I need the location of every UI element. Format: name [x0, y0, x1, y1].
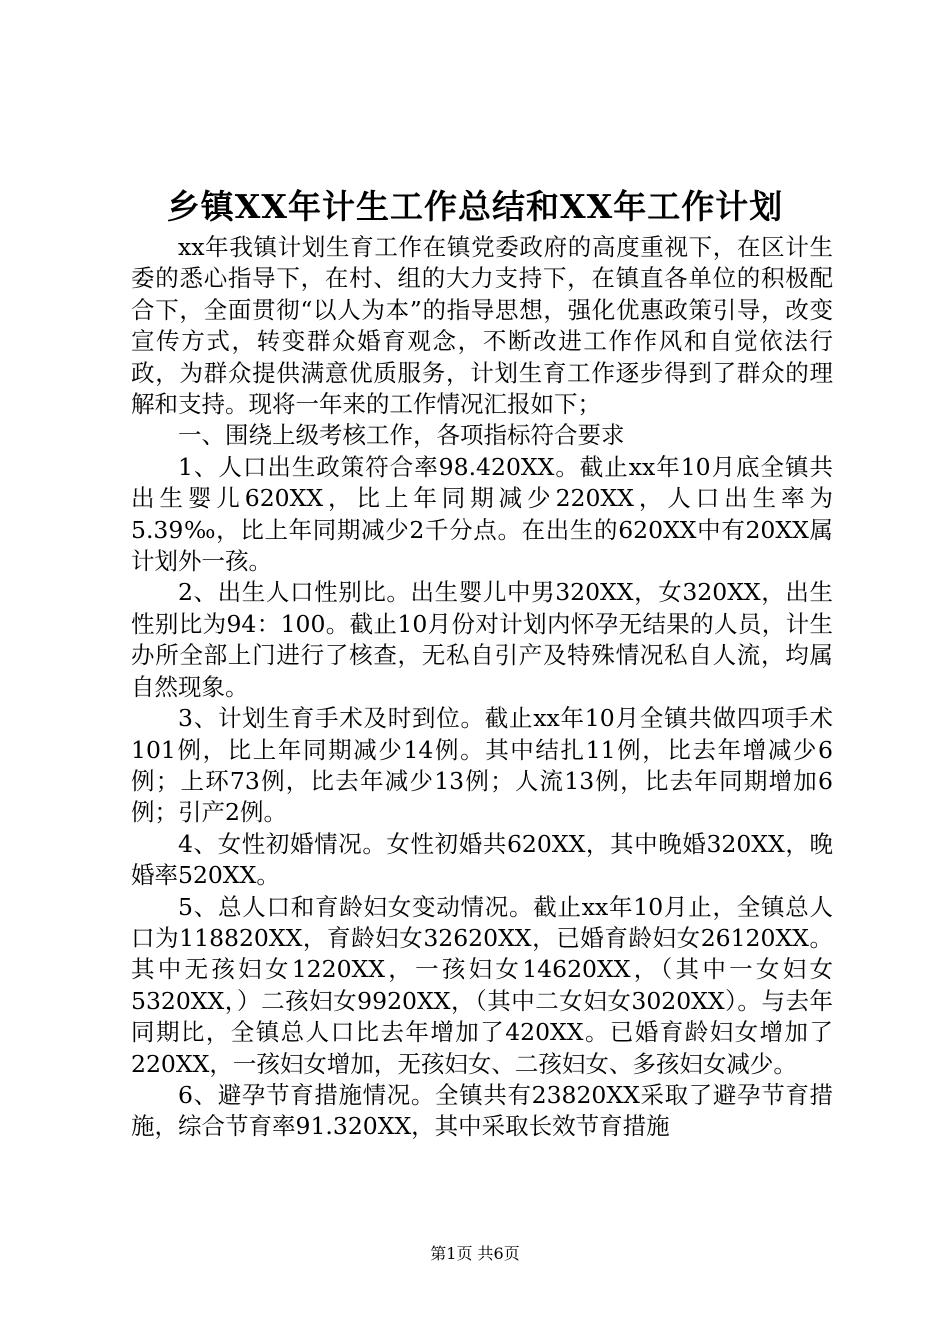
- page-number-footer: 第1页 共6页: [430, 1244, 520, 1263]
- item-paragraph-2: 2、出生人口性别比。出生婴儿中男320XX，女320XX，出生性别比为94：100。截止10月份对计划内怀孕无结果的人员，计生办所全部上门进行了核查，无私自引产及特殊情况私自人流，均属自然现象。: [131, 578, 833, 701]
- item-paragraph-6: 6、避孕节育措施情况。全镇共有23820XX采取了避孕节育措施，综合节育率91.320XX，其中采取长效节育措施: [131, 1080, 833, 1141]
- intro-paragraph: xx年我镇计划生育工作在镇党委政府的高度重视下，在区计生委的悉心指导下，在村、组的大力支持下，在镇直各单位的积极配合下，全面贯彻“以人为本”的指导思想，强化优惠政策引导，改变宣传方式，转变群众婚育观念，不断改进工作作风和自觉依法行政，为群众提供满意优质服务，计划生育工作逐步得到了群众的理解和支持。现将一年来的工作情况汇报如下；: [131, 233, 833, 419]
- item-paragraph-4: 4、女性初婚情况。女性初婚共620XX，其中晚婚320XX，晚婚率520XX。: [131, 829, 833, 890]
- item-paragraph-5: 5、总人口和育龄妇女变动情况。截止xx年10月止，全镇总人口为118820XX，育龄妇女32620XX，已婚育龄妇女26120XX。其中无孩妇女1220XX，一孩妇女14620XX，（其中一女妇女5320XX，）二孩妇女9920XX，（其中二女妇女3020XX）。与去年同期比，全镇总人口比去年增加了420XX。已婚育龄妇女增加了220XX，一孩妇女增加，无孩妇女、二孩妇女、多孩妇女减少。: [131, 892, 833, 1078]
- section-heading: 一、围绕上级考核工作，各项指标符合要求: [178, 421, 625, 450]
- item-paragraph-3: 3、计划生育手术及时到位。截止xx年10月全镇共做四项手术101例，比上年同期减少14例。其中结扎11例，比去年增减少6例；上环73例，比去年减少13例；人流13例，比去年同期增加6例；引产2例。: [131, 704, 833, 827]
- item-paragraph-1: 1、人口出生政策符合率98.420XX。截止xx年10月底全镇共出生婴儿620XX，比上年同期减少220XX，人口出生率为5.39‰，比上年同期减少2千分点。在出生的620XX中有20XX属计划外一孩。: [131, 452, 833, 576]
- document-body: [131, 232, 833, 1143]
- document-title: 乡镇XX年计生工作总结和XX年工作计划: [166, 187, 784, 226]
